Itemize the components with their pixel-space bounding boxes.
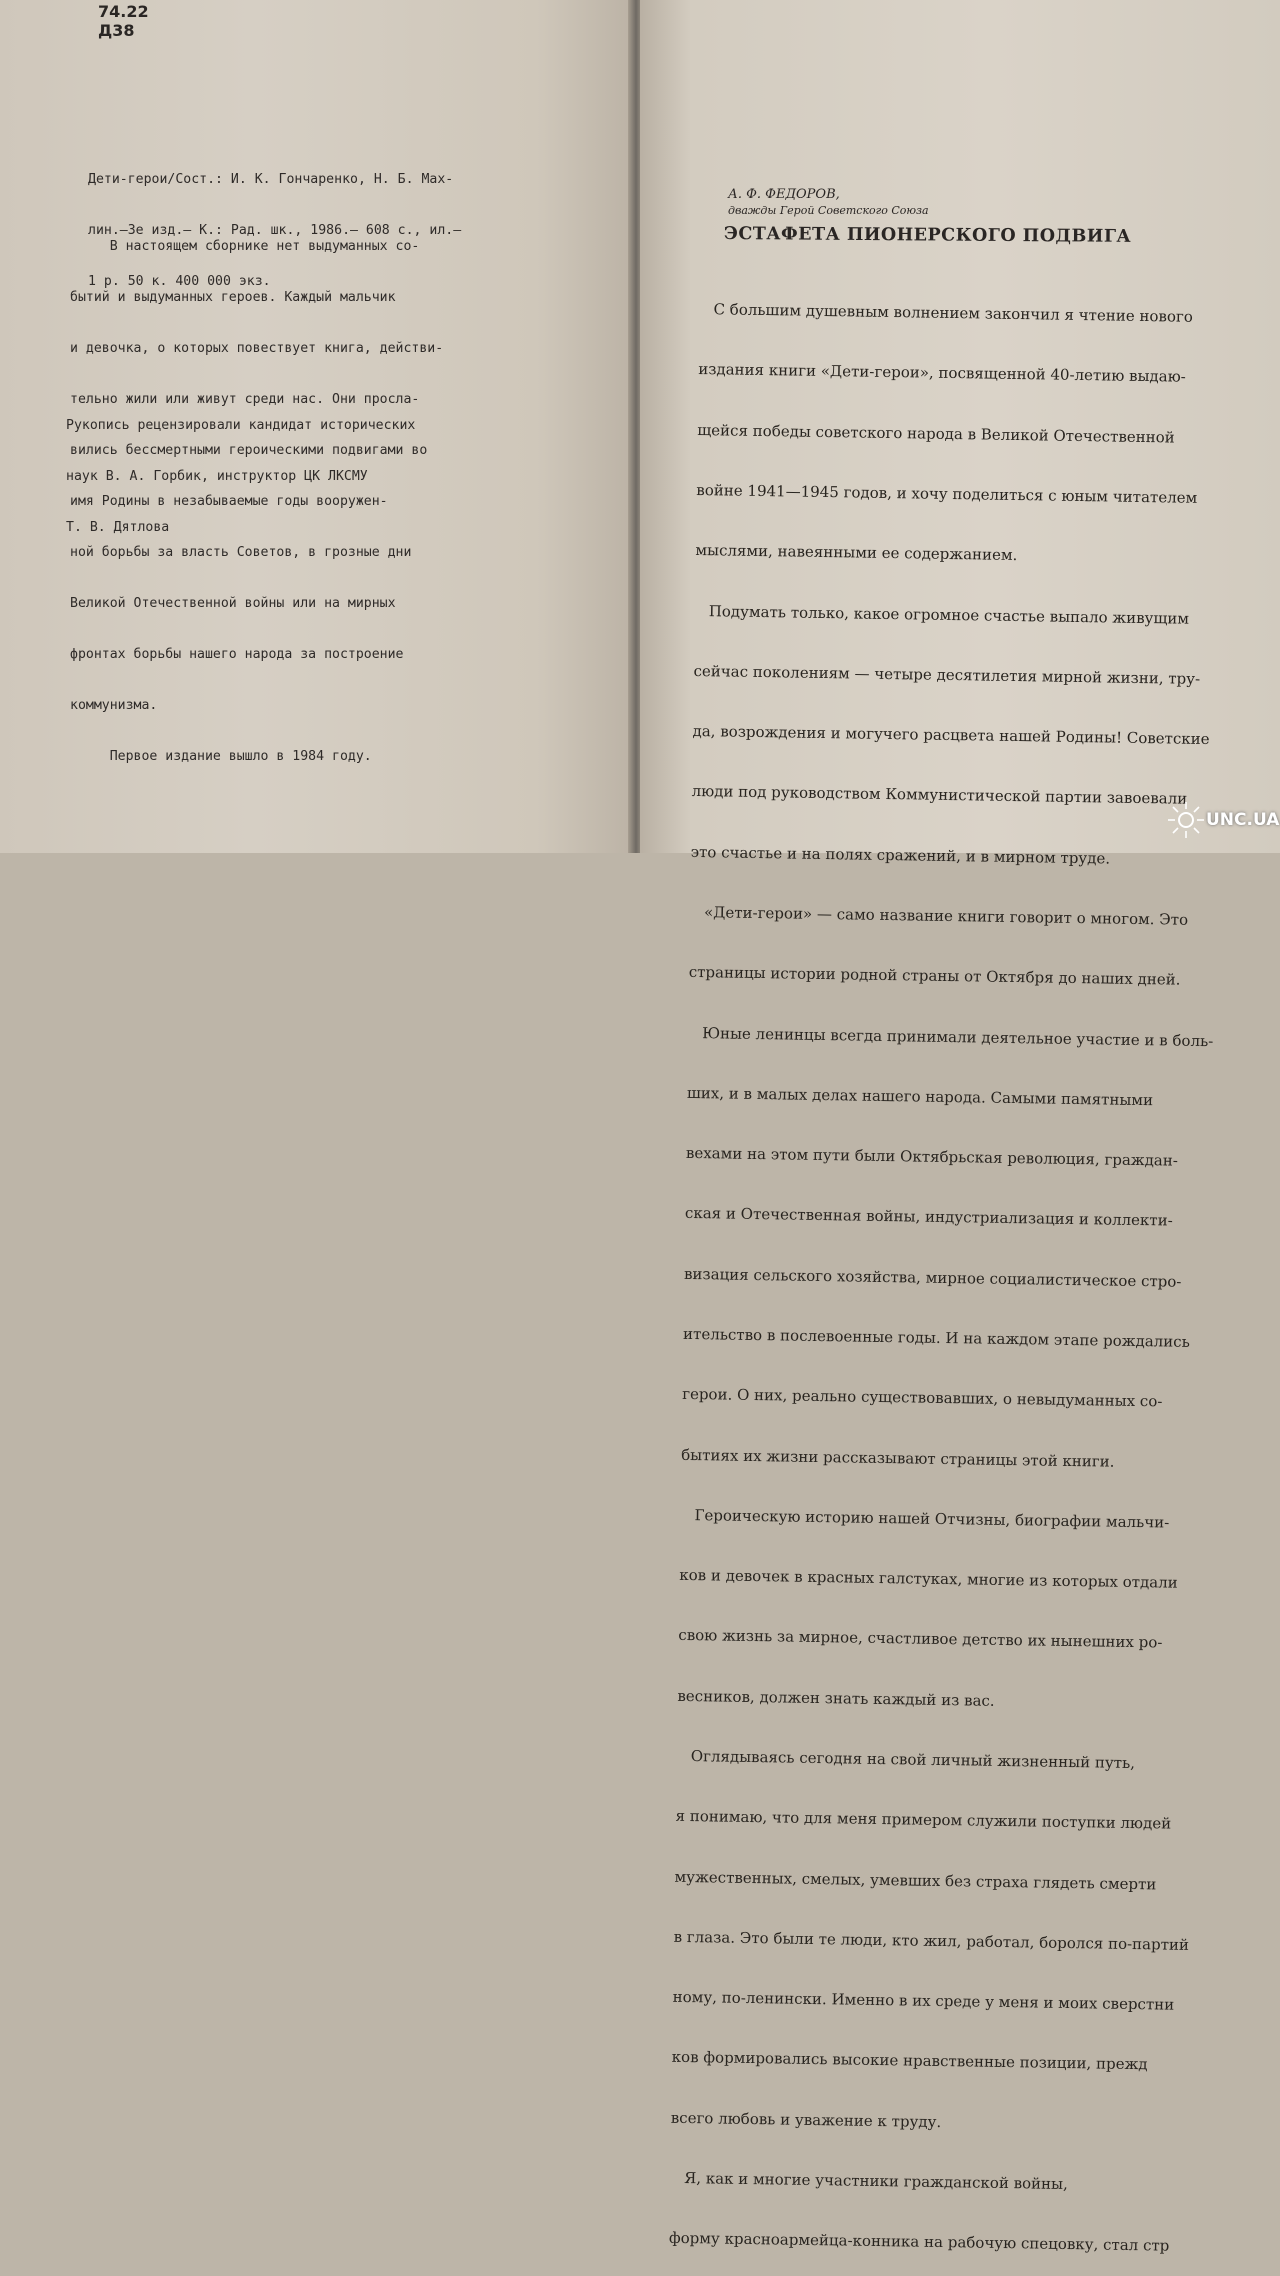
body-line: визация сельского хозяйства, мирное социалистическое стро- — [683, 1264, 1182, 1291]
annotation-line: и девочка, о которых повествует книга, действи- — [70, 341, 444, 356]
body-line: Оглядываясь сегодня на свой личный жизненный путь, — [676, 1746, 1136, 1772]
annotation-line: фронтах борьбы нашего народа за построение — [70, 647, 404, 662]
body-line: Я, как и многие участники гражданской войны, — [669, 2168, 1068, 2193]
body-line: щейся победы советского народа в Великой Отечественной — [697, 420, 1175, 447]
watermark-text: UNC.UA — [1206, 810, 1280, 830]
bbk-code: 74.22 — [98, 2, 149, 21]
body-line: мужественных, смелых, умевших без страха глядеть смерти — [674, 1867, 1157, 1893]
annotation-line: Великой Отечественной войны или на мирных — [70, 596, 396, 611]
body-line: ская и Отечественная войны, индустриализация и коллекти- — [684, 1204, 1173, 1230]
body-line: это счастье и на полях сражений, и в мирном труде. — [690, 842, 1111, 868]
annotation-line: Первое издание вышло в 1984 году. — [70, 749, 372, 764]
annotation-line: имя Родины в незабываемые годы вооружен- — [70, 494, 388, 509]
body-line: мыслями, навеянными ее содержанием. — [695, 541, 1018, 565]
body-line: форму красноармейца-конника на рабочую спецовку, стал стр — [668, 2228, 1170, 2255]
author-byline — [728, 187, 929, 219]
body-line: ному, по-ленински. Именно в их среде у меня и моих сверстни — [672, 1987, 1175, 2014]
annotation-line: коммунизма. — [70, 698, 158, 713]
reviewers-line: Т. В. Дятлова — [66, 520, 170, 535]
body-line: в глаза. Это были те люди, кто жил, работал, боролся по-партий — [673, 1927, 1190, 1954]
body-line: войне 1941—1945 годов, и хочу поделиться с юным читателем — [696, 481, 1198, 507]
biblio-line: лин.—3е изд.— К.: Рад. шк., 1986.— 608 с., ил.— — [88, 223, 462, 238]
body-line: бытиях их жизни рассказывают страницы этой книги. — [681, 1445, 1115, 1471]
body-line: ительство в послевоенные годы. И на каждом этапе рождались — [682, 1324, 1190, 1351]
body-line: Героическую историю нашей Отчизны, биографии мальчи- — [680, 1505, 1170, 1532]
annotation-line: вились бессмертными героическими подвигами во — [70, 443, 428, 458]
body-line: я понимаю, что для меня примером служили поступки людей — [675, 1807, 1172, 1833]
body-line: С большим душевным волнением закончил я чтение нового — [699, 300, 1193, 326]
body-line: ков и девочек в красных галстуках, многие из которых отдали — [679, 1565, 1178, 1592]
body-line: люди под руководством Коммунистической партии завоевали — [691, 782, 1188, 809]
left-page — [0, 0, 632, 853]
body-line: издания книги «Дети-герои», посвященной 40-летию выдаю- — [698, 360, 1186, 387]
chapter-body — [668, 259, 1225, 2276]
body-line: да, возрождения и могучего расцвета нашей Родины! Советские — [692, 722, 1210, 749]
body-line: ших, и в малых делах нашего народа. Самыми памятными — [686, 1083, 1154, 1110]
reviewers-line: наук В. А. Горбик, инструктор ЦК ЛКСМУ — [66, 469, 368, 484]
body-line: свою жизнь за мирное, счастливое детство их нынешних ро- — [678, 1626, 1163, 1652]
body-line: «Дети-герои» — само название книги говорит о многом. Это — [689, 902, 1189, 929]
annotation-line: тельно жили или живут среди нас. Они просла- — [70, 392, 420, 407]
body-line: всего любовь и уважение к труду. — [670, 2108, 942, 2131]
biblio-line: Дети-герои/Сост.: И. К. Гончаренко, Н. Б. Мах- — [88, 172, 454, 187]
reviewers-line: Рукопись рецензировали кандидат исторических — [66, 418, 416, 433]
site-watermark — [1166, 796, 1280, 844]
body-line: ков формировались высокие нравственные позиции, прежд — [671, 2048, 1148, 2074]
body-line: Юные ленинцы всегда принимали деятельное участие и в боль- — [687, 1023, 1214, 1050]
biblio-line: 1 р. 50 к. 400 000 экз. — [88, 274, 271, 289]
body-line: Подумать только, какое огромное счастье выпало живущим — [694, 601, 1190, 628]
body-line: сейчас поколениям — четыре десятилетия мирной жизни, тру- — [693, 661, 1201, 688]
body-line: вехами на этом пути были Октябрьская революция, граждан- — [685, 1144, 1179, 1170]
author-rank: дважды Герой Советского Союза — [728, 204, 929, 217]
sun-burst-icon — [1166, 800, 1206, 840]
bbk-index — [98, 2, 149, 40]
body-line: весников, должен знать каждый из вас. — [677, 1686, 995, 1710]
chapter-headline: ЭСТАФЕТА ПИОНЕРСКОГО ПОДВИГА — [723, 224, 1132, 247]
body-line: герои. О них, реально существовавших, о невыдуманных со- — [682, 1385, 1163, 1411]
author-name: А. Ф. ФЕДОРОВ, — [728, 187, 840, 202]
annotation-line: ной борьбы за власть Советов, в грозные дни — [70, 545, 412, 560]
annotation-line: бытий и выдуманных героев. Каждый мальчик — [70, 290, 396, 305]
body-line: страницы истории родной страны от Октября до наших дней. — [688, 963, 1181, 989]
annotation-line: В настоящем сборнике нет выдуманных со- — [70, 239, 420, 254]
author-mark: Д38 — [98, 21, 135, 40]
reviewers-note — [66, 383, 415, 570]
